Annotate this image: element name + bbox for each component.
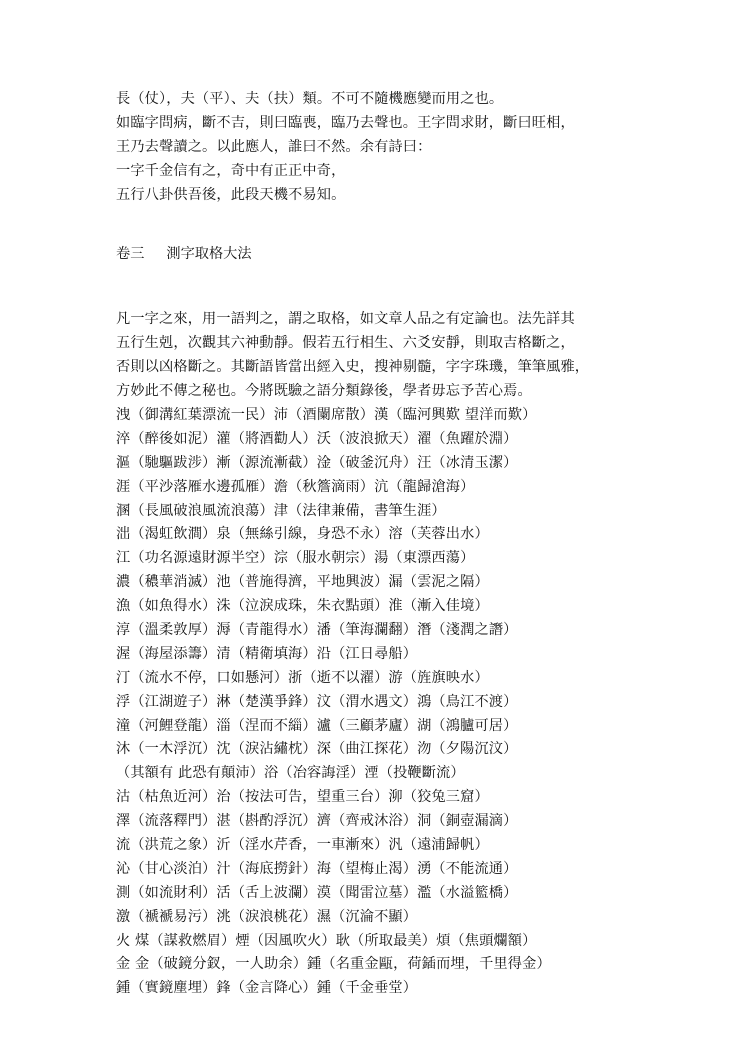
- text-line: 王乃去聲讀之。以此應人，誰曰不然。余有詩曰：: [116, 138, 432, 155]
- text-line: 方妙此不傳之秘也。今將既驗之語分類錄後，學者毋忘予苦心焉。: [116, 382, 532, 399]
- text-line: 長（仗），夫（平）、夫（扶）類。不可不隨機應變而用之也。: [116, 91, 504, 107]
- volume-label: 卷三: [116, 246, 145, 262]
- entry-line: 澤（流落釋門）湛（斟酌浮沉）濟（齊戒沐浴）洞（銅壺漏滴）: [116, 813, 518, 830]
- body-paragraph: [116, 308, 646, 404]
- entry-line: 金 金（破鏡分釵，一人助余）鍾（名重金甌，荷鍤而埋，千里得金）: [116, 956, 551, 973]
- entry-line: 火 煤（謀救燃眉）煙（因風吹火）耿（所取最美）煩（焦頭爛額）: [116, 932, 537, 949]
- entry-line: 激（褫褫易污）洮（淚浪桃花）濕（沉淪不顯）: [116, 908, 418, 925]
- section-heading: [116, 242, 646, 266]
- entry-line: 汀（流水不停，口如懸河）浙（逝不以濯）游（旌旗映水）: [116, 669, 489, 686]
- entry-line: 淳（溫柔敦厚）溽（青龍得水）潘（筆海瀾翻）潛（淺潤之譖）: [116, 622, 518, 639]
- poem-line: 五行八卦供吾後，此段天機不易知。: [116, 186, 346, 203]
- text-line: 凡一字之來，用一語判之，謂之取格，如文章人品之有定論也。法先詳其: [116, 311, 575, 327]
- entry-line: 江（功名源遠財源半空）淙（服水朝宗）湯（東漂西蕩）: [116, 550, 475, 567]
- poem-line: 一字千金信有之，奇中有正正中奇，: [116, 162, 346, 179]
- entry-line: 溷（長風破浪風流浪蕩）津（法律兼備，書筆生涯）: [116, 502, 446, 519]
- entry-line: 測（如流財利）活（舌上波瀾）漠（聞雷泣墓）濫（水溢籃橋）: [116, 884, 518, 901]
- section-title: 測字取格大法: [166, 246, 252, 262]
- entry-line: 涯（平沙落雁水邊孤雁）澹（秋簷滴雨）沆（龍歸滄海）: [116, 478, 475, 495]
- entry-line: 漁（如魚得水）洙（泣淚成珠，朱衣點頭）淮（漸入佳境）: [116, 598, 489, 615]
- entry-line: 洩（御溝紅葉漂流一民）沛（酒闌席散）漢（臨河興歎 望洋而歎）: [116, 407, 537, 423]
- text-line: 否則以凶格斷之。其斷語皆當出經入史，搜神剔髓，字字珠璣，筆筆風雅，: [116, 358, 590, 375]
- entry-line: 沐（一木浮沉）沈（淚沾繡枕）深（曲江探花）沕（夕陽沉汶）: [116, 741, 518, 758]
- entry-line: 潼（河鯉登龍）淄（涅而不緇）瀘（三顧茅廬）湖（鴻臚可居）: [116, 717, 518, 734]
- entry-line: 流（洪荒之象）沂（淫水芹香，一車漸來）汎（遠浦歸帆）: [116, 837, 489, 854]
- entry-line: 淬（醉後如泥）灌（將酒勸人）沃（波浪掀天）濯（魚躍於淵）: [116, 430, 518, 447]
- character-entry-list: [116, 404, 646, 1001]
- entry-line: （其額有 此恐有顛沛）浴（冶容誨淫）湮（投鞭斷流）: [116, 765, 465, 782]
- entry-line: 沁（甘心淡泊）汁（海底撈針）海（望梅止渴）湧（不能流通）: [116, 860, 518, 877]
- entry-line: 鍾（實鏡塵埋）鋒（金言降心）鍾（千金垂堂）: [116, 980, 418, 997]
- text-line: 如臨字問病，斷不吉，則曰臨喪，臨乃去聲也。王字問求財，斷曰旺相，: [116, 114, 575, 131]
- text-line: 五行生剋，次觀其六神動靜。假若五行相生、六爻安靜，則取吉格斷之，: [116, 334, 575, 351]
- entry-line: 渥（海屋添籌）清（精衛填海）沿（江日尋船）: [116, 645, 418, 662]
- entry-line: 漚（馳驅跋涉）漸（源流漸截）淦（破釜沉舟）汪（冰清玉潔）: [116, 454, 518, 471]
- entry-line: 濃（穠華消滅）池（普施得濟，平地興波）漏（雲泥之隔）: [116, 574, 489, 591]
- entry-line: 浮（江湖遊子）淋（楚漢爭鋒）汶（渭水遇文）鴻（鳥江不渡）: [116, 693, 518, 710]
- entry-line: 泏（渴虹飲澗）泉（無絲引線，身恐不永）溶（芙蓉出水）: [116, 526, 489, 543]
- entry-line: 沽（枯魚近河）治（按法可告，望重三台）泖（狡兔三窟）: [116, 789, 489, 806]
- intro-paragraph: [116, 88, 646, 207]
